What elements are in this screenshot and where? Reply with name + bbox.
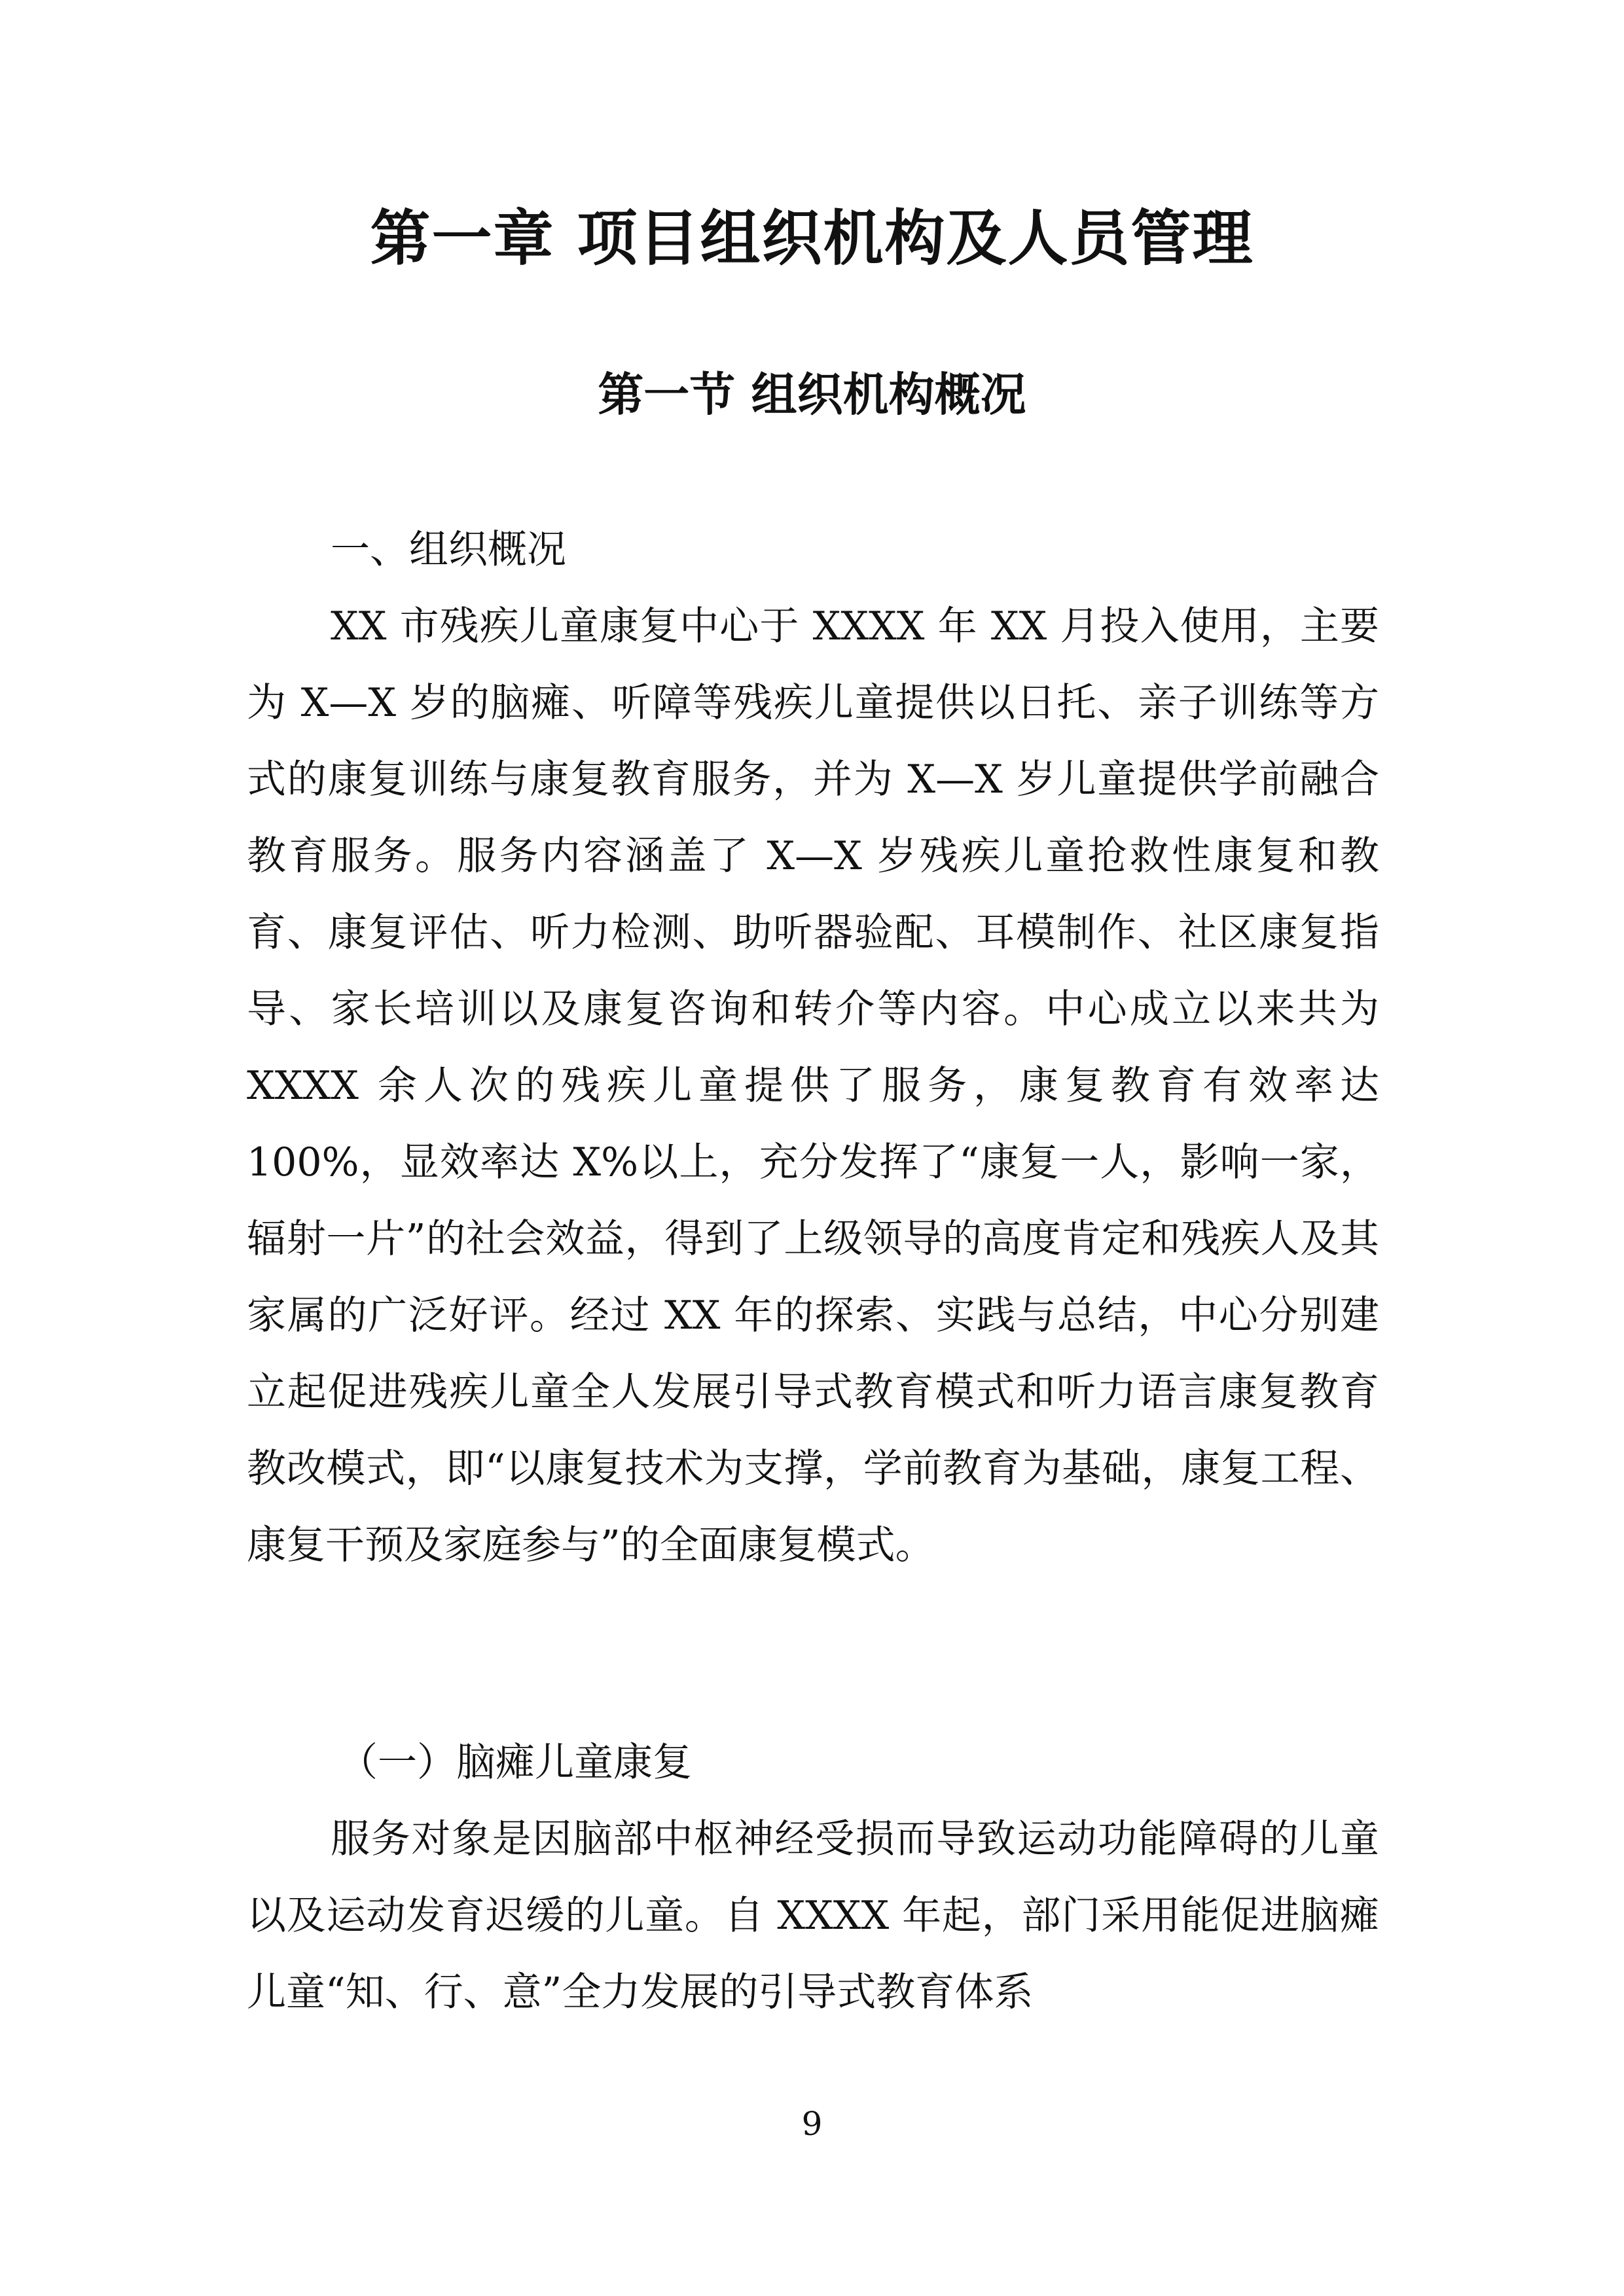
body-paragraph: XX 市残疾儿童康复中心于 XXXX 年 XX 月投入使用，主要为 X—X 岁的脑瘫、听障等残疾儿童提供以日托、亲子训练等方式的康复训练与康复教育服务，并为 X—X 岁儿童提供学前融合教育服务。服务内容涵盖了 X—X 岁残疾儿童抢救性康复和教育、康复评估、听力检测、助听器验配、耳模制作、社区康复指导、家长培训以及康复咨询和转介等内容。中心成立以来共为 XXXX 余人次的残疾儿童提供了服务，康复教育有效率达 100%，显效率达 X%以上，充分发挥了“康复一人，影响一家，辐射一片”的社会效益，得到了上级领导的高度肯定和残疾人及其家属的广泛好评。经过 XX 年的探索、实践与总结，中心分别建立起促进残疾儿童全人发展引导式教育模式和听力语言康复教育教改模式，即“以康复技术为支撑，学前教育为基础，康复工程、康复干预及家庭参与”的全面康复模式。 bbox=[247, 603, 1379, 1568]
section-title: 第一节 组织机构概况 bbox=[598, 368, 1026, 422]
page-number: 9 bbox=[801, 2105, 823, 2143]
subsection-heading bbox=[247, 1725, 1379, 1801]
subsection-heading-text: （一）脑瘫儿童康复 bbox=[338, 1740, 692, 1785]
chapter-title: 第一章 项目组织机构及人员管理 bbox=[370, 204, 1254, 274]
body-paragraph: 服务对象是因脑部中枢神经受损而导致运动功能障碍的儿童以及运动发育迟缓的儿童。自 XXXX 年起，部门采用能促进脑瘫儿童“知、行、意”全力发展的引导式教育体系 bbox=[247, 1816, 1379, 2015]
subsection-heading: 一、组织概况 bbox=[331, 527, 566, 573]
